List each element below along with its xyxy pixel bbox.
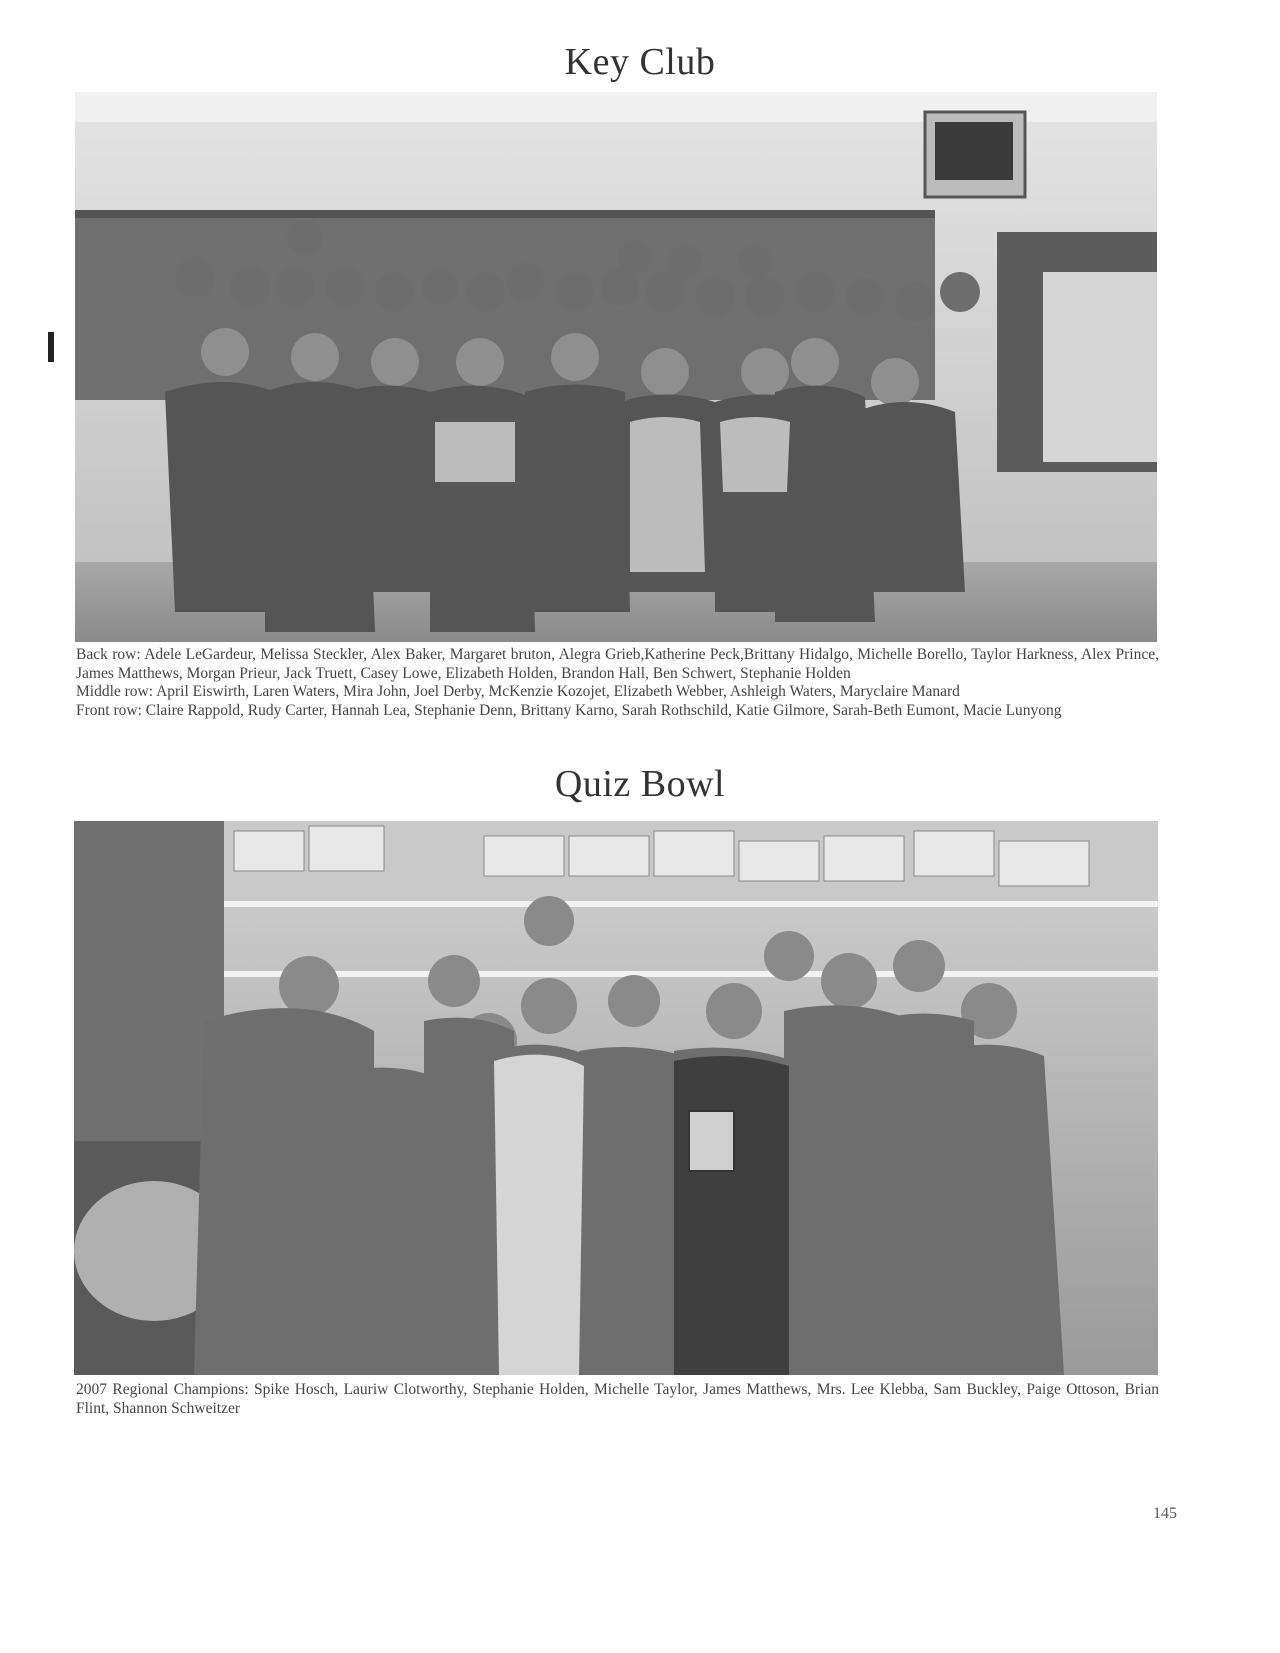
key-club-photo: [75, 92, 1157, 642]
caption-middle-row: Middle row: April Eiswirth, Laren Waters, Mira John, Joel Derby, McKenzie Kozojet, Elizabeth Webber, Ashleigh Waters, Maryclaire Manard: [76, 683, 960, 700]
key-club-caption: [76, 646, 1159, 720]
caption-champions: 2007 Regional Champions: Spike Hosch, Lauriw Clotworthy, Stephanie Holden, Michelle Taylor, James Matthews, Mrs. Lee Klebba, Sam Buckley, Paige Ottoson, Brian Flint, Shannon Schweitzer: [76, 1381, 1159, 1417]
caption-back-row: Back row: Adele LeGardeur, Melissa Steckler, Alex Baker, Margaret bruton, Alegra Grieb,Katherine Peck,Brittany Hidalgo, Michelle Borello, Taylor Harkness, Alex Prince, James Matthews, Morgan Prieur, Jack Truett, Casey Lowe, Elizabeth Holden, Brandon Hall, Ben Schwert, Stephanie Holden: [76, 646, 1159, 682]
quiz-bowl-title: Quiz Bowl: [554, 763, 726, 805]
quiz-bowl-photo: [74, 821, 1158, 1375]
caption-front-row: Front row: Claire Rappold, Rudy Carter, Hannah Lea, Stephanie Denn, Brittany Karno, Sarah Rothschild, Katie Gilmore, Sarah-Beth Eumont, Macie Lunyong: [76, 701, 1062, 719]
page-number: 145: [1153, 1505, 1177, 1522]
quiz-bowl-caption: [76, 1381, 1159, 1418]
page-edge-mark: [48, 332, 54, 362]
key-club-title: Key Club: [564, 41, 716, 83]
key-club-photo-image: [75, 92, 1157, 642]
quiz-bowl-photo-image: [74, 821, 1158, 1375]
